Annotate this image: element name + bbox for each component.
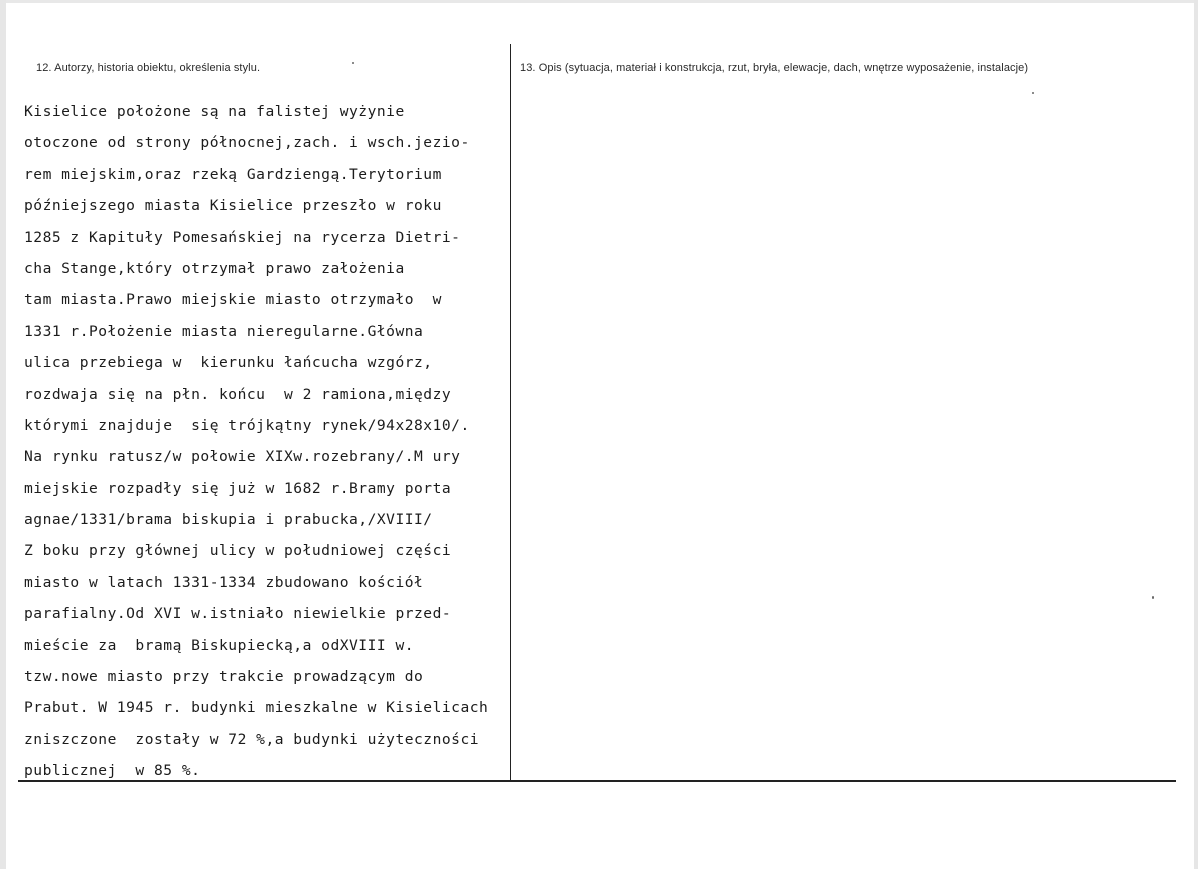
text-line: tam miasta.Prawo miejskie miasto otrzymało w xyxy=(24,291,442,309)
paper-speck xyxy=(352,62,354,64)
card-right-edge xyxy=(1194,0,1198,869)
paper-speck xyxy=(1152,596,1154,599)
text-line: miasto w latach 1331-1334 zbudowano kościół xyxy=(24,573,424,591)
text-line: 1285 z Kapituły Pomesańskiej na rycerza Dietri- xyxy=(24,228,461,246)
text-line: cha Stange,który otrzymał prawo założenia xyxy=(24,259,405,277)
text-line: Kisielice położone są na falistej wyżynie xyxy=(24,103,405,120)
text-line: tzw.nowe miasto przy trakcie prowadzącym do xyxy=(24,668,424,686)
text-line: Z boku przy głównej ulicy w południowej części xyxy=(24,542,452,560)
text-line: parafialny.Od XVI w.istniało niewielkie przed- xyxy=(24,605,452,623)
text-line: miejskie rozpadły się już w 1682 r.Bramy porta xyxy=(24,479,452,497)
text-line: publicznej w 85 %. xyxy=(24,762,201,780)
history-typed-text xyxy=(24,96,488,787)
text-line: ulica przebiega w kierunku łańcucha wzgórz, xyxy=(24,354,433,372)
text-line: mieście za bramą Biskupiecką,a odXVIII w. xyxy=(24,636,415,654)
card-top-edge xyxy=(0,0,1198,3)
text-line: otoczone od strony północnej,zach. i wsch.jezio- xyxy=(24,134,470,152)
paper-speck xyxy=(1032,92,1034,94)
column-divider xyxy=(510,44,511,782)
text-line: rem miejskim,oraz rzeką Gardziengą.Terytorium xyxy=(24,165,442,183)
text-line: 1331 r.Położenie miasta nieregularne.Główna xyxy=(24,322,424,340)
text-line: zniszczone zostały w 72 %,a budynki użyteczności xyxy=(24,730,480,748)
text-line: Prabut. W 1945 r. budynki mieszkalne w Kisielicach xyxy=(24,699,489,717)
section-12-label: 12. Autorzy, historia obiektu, określenia stylu. xyxy=(36,62,261,74)
card-left-edge xyxy=(0,0,6,869)
section-13-label: 13. Opis (sytuacja, materiał i konstrukcja, rzut, bryła, elewacje, dach, wnętrze wyposażenie, instalacje) xyxy=(520,62,1029,74)
text-line: którymi znajduje się trójkątny rynek/94x28x10/. xyxy=(24,416,470,434)
text-line: agnae/1331/brama biskupia i prabucka,/XVIII/ xyxy=(24,511,433,529)
text-line: Na rynku ratusz/w połowie XIXw.rozebrany/.M ury xyxy=(24,448,461,466)
text-line: późniejszego miasta Kisielice przeszło w roku xyxy=(24,197,442,215)
text-line: rozdwaja się na płn. końcu w 2 ramiona,między xyxy=(24,385,452,403)
